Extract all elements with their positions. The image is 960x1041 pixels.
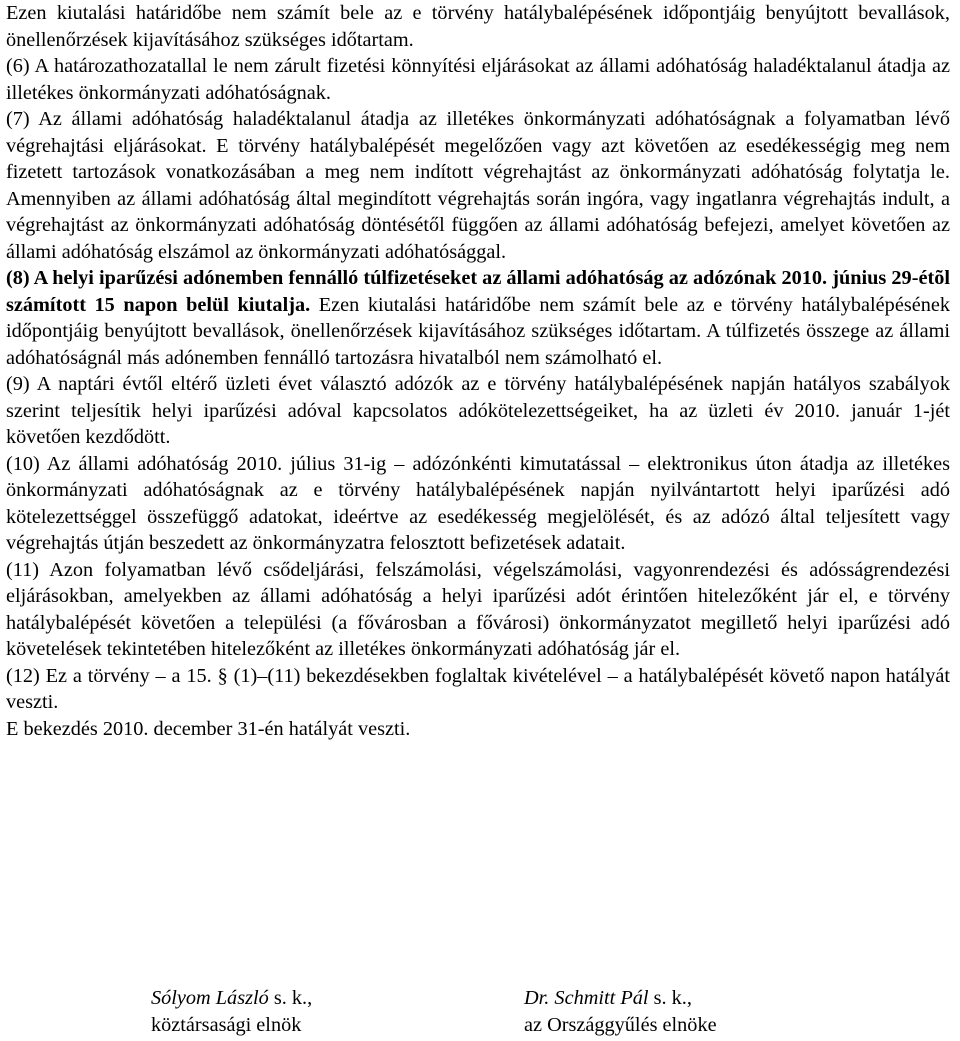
paragraph-8-bold-text: (8) A helyi iparűzési adónemben fennálló túlfizetéseket az állami adóhatóság az adózónak 2010. június 29-étõl számított 15 napon belül kiutalja. [6, 267, 950, 316]
paragraph-final: E bekezdés 2010. december 31-én hatályát veszti. [6, 717, 411, 740]
signer-title-left: köztársasági elnök [151, 1014, 302, 1036]
paragraph-9: (9) A naptári évtől eltérő üzleti évet választó adózók az e törvény hatálybalépésének napján hatályos szabályok szerint teljesítik helyi iparűzési adóval kapcsolatos adókötelezettségeiket, ha az üzleti év 2010. január 1-jét követően kezdődött. [6, 373, 950, 448]
signature-right [524, 985, 717, 1039]
signer-title-right: az Országgyűlés elnöke [524, 1014, 717, 1036]
signer-name-right: Dr. Schmitt Pál [524, 987, 649, 1009]
signature-block [0, 985, 960, 1041]
paragraph-8 [6, 265, 950, 371]
paragraph-8-text: Ezen kiutalási határidőbe nem számít bele az e törvény hatálybalépésének időpontjáig benyújtott bevallások, önellenőrzések kijavításához szükséges időtartam. A túlfizetés összege az állami adóhatóságnál más adónemben fennálló tartozásra hivatalból nem számolható el. [6, 293, 951, 369]
paragraph-11: (11) Azon folyamatban lévő csődeljárási, felszámolási, végelszámolási, vagyonrendezési és adósságrendezési eljárásokban, amelyekben az állami adóhatóság a helyi iparűzési adót érintően hitelezőként jár el, e törvény hatálybalépését követően a települési (a fővárosban a fővárosi) önkormányzatot megillető helyi iparűzési adó követelések tekintetében hitelezőként az illetékes önkormányzati adóhatóság jár el. [6, 558, 950, 660]
paragraph-7: (7) Az állami adóhatóság haladéktalanul átadja az illetékes önkormányzati adóhatóságnak a folyamatban lévő végrehajtási eljárásokat. E törvény hatálybalépését megelőzően vagy azt követően az esedékességig meg nem fizetett tartozások vonatkozásában a meg nem indított végrehajtást az önkormányzati adóhatóság folytatja le. Amennyiben az állami adóhatóság által megindított végrehajtás során ingóra, vagy ingatlanra végrehajtás indult, a végrehajtást az önkormányzati adóhatóság döntésétől függően az állami adóhatóság befejezi, amelyet követően az állami adóhatóság elszámol az önkormányzati adóhatósággal. [6, 108, 950, 263]
signer-suffix-left: s. k., [268, 987, 313, 1009]
paragraph-intro: Ezen kiutalási határidőbe nem számít bele az e törvény hatálybalépésének időpontjáig benyújtott bevallások, önellenőrzések kijavításához szükséges időtartam. [6, 2, 950, 51]
document-body [6, 0, 950, 742]
signer-suffix-right: s. k., [648, 987, 692, 1009]
signer-name-left: Sólyom László [151, 987, 269, 1009]
paragraph-6: (6) A határozathozatallal le nem zárult fizetési könnyítési eljárásokat az állami adóhatóság haladéktalanul átadja az illetékes önkormányzati adóhatóságnak. [6, 55, 950, 104]
paragraph-12: (12) Ez a törvény – a 15. § (1)–(11) bekezdésekben foglaltak kivételével – a hatálybalépését követő napon hatályát veszti. [6, 664, 950, 713]
paragraph-10: (10) Az állami adóhatóság 2010. július 31-ig – adózónkénti kimutatással – elektronikus úton átadja az illetékes önkormányzati adóhatóságnak az e törvény hatálybalépésének napján nyilvántartott helyi iparűzési adó kötelezettséggel összefüggő adatokat, ideértve az esedékesség megjelölését, és az adózó által teljesített vagy végrehajtás útján beszedett az önkormányzatra felosztott befizetések adatait. [6, 452, 950, 554]
signature-left [151, 985, 312, 1039]
